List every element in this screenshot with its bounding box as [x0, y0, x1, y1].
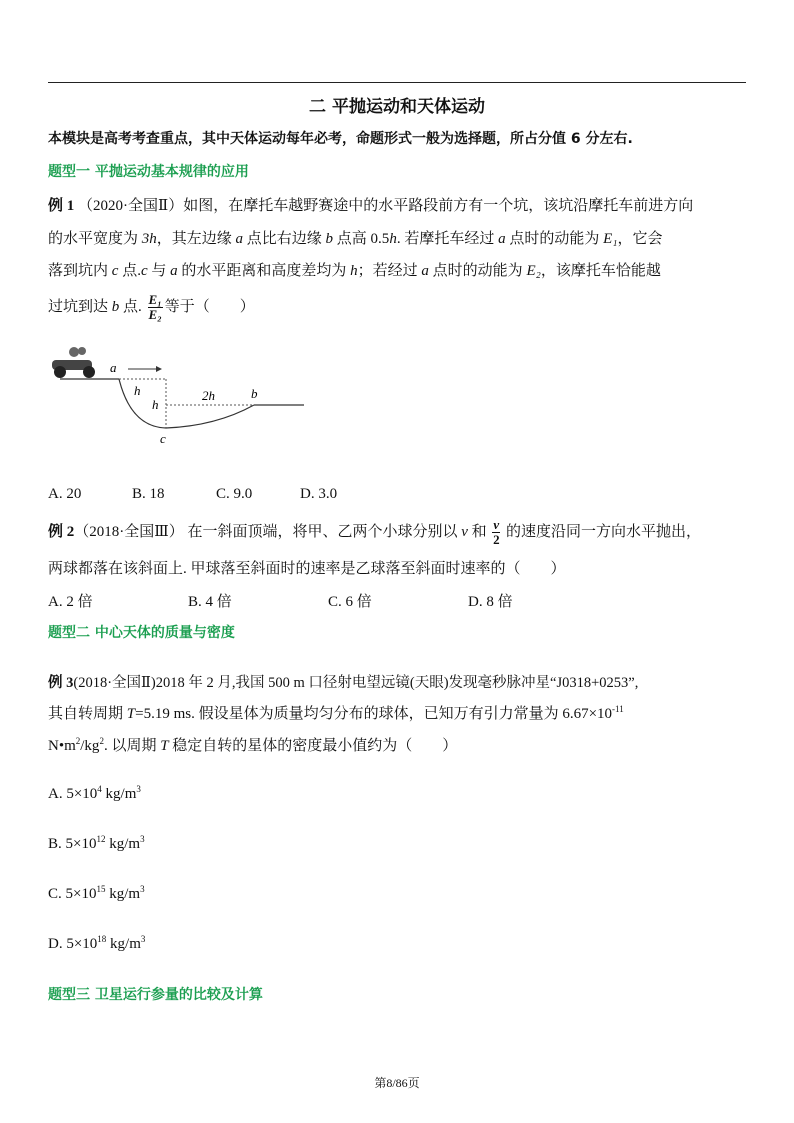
ex2-option-c: C. 6 倍 — [328, 594, 372, 610]
text: ，其左边缘 — [156, 231, 236, 247]
text: 与 — [147, 263, 171, 279]
text: a — [498, 231, 506, 247]
ex1-line1 — [48, 194, 693, 215]
label-c: c — [160, 431, 166, 446]
text: 的水平宽度为 — [48, 231, 142, 247]
ex1-option-a: A. 20 — [48, 486, 82, 502]
text: 点比右边缘 — [243, 231, 326, 247]
label-h2: h — [152, 397, 159, 412]
text: b — [111, 298, 120, 315]
ex3-label: 例 3 — [48, 675, 74, 691]
ex2-line2: 两球都落在该斜面上. 甲球落至斜面时的速率是乙球落至斜面时速率的（ ） — [48, 561, 566, 577]
text: . 若摩托车经过 — [396, 231, 499, 247]
ex3-option-d — [48, 934, 145, 953]
text: kg/m — [105, 836, 141, 852]
text: 点. — [118, 263, 141, 279]
numerator: v — [493, 517, 500, 532]
label-h1: h — [134, 383, 141, 398]
text: A. 5×10 — [48, 786, 98, 802]
label-b: b — [251, 386, 258, 401]
text: E₂ — [526, 263, 541, 279]
text: v — [461, 523, 468, 540]
ex2-label: 例 2 — [48, 523, 75, 540]
text: ；若经过 — [357, 263, 422, 279]
ex3-option-a — [48, 784, 141, 803]
text: （2020·全国Ⅱ）如图，在摩托车越野赛途中的水平路段前方有一个坑，该坑沿摩托车前进方向 — [78, 198, 694, 214]
text: 3 — [140, 884, 145, 894]
ex3-option-c — [48, 884, 145, 903]
text: E₁ — [603, 231, 618, 247]
text: 等于（ ） — [164, 298, 255, 315]
label-2h: 2h — [202, 388, 215, 403]
text: 12 — [96, 834, 106, 844]
text: B. 5×10 — [48, 836, 97, 852]
ex3-line2 — [48, 702, 624, 723]
ex3-line3 — [48, 734, 457, 755]
ex1-line4 — [48, 293, 255, 322]
text: ，它会 — [617, 231, 663, 247]
type1-heading: 题型一 平抛运动基本规律的应用 — [48, 164, 249, 180]
ex3-option-b — [48, 834, 145, 853]
page-number: 第8/86页 — [374, 1076, 420, 1090]
denominator: 2 — [493, 532, 500, 547]
intro-text: 本模块是高考考查重点，其中天体运动每年必考，命题形式一般为选择题，所占分值 6 分左右. — [48, 131, 633, 147]
ex3-line1 — [48, 671, 638, 692]
text: 3 — [140, 834, 145, 844]
text: 的速度沿同一方向水平抛出， — [502, 523, 701, 540]
text: a — [235, 231, 244, 247]
ex1-line3 — [48, 259, 661, 280]
text: ，该摩托车恰能越 — [540, 263, 661, 279]
fraction-v-2 — [492, 518, 500, 547]
text: 2 — [75, 736, 81, 746]
section-title: 二 平抛运动和天体运动 — [309, 97, 485, 117]
ex1-label: 例 1 — [48, 198, 75, 214]
text: a — [421, 263, 429, 279]
text: 3h — [141, 231, 157, 247]
text: 点时的动能为 — [428, 263, 527, 279]
text: D. 5×10 — [48, 936, 98, 952]
ex1-option-d: D. 3.0 — [300, 486, 338, 502]
ex1-option-b: B. 18 — [132, 486, 165, 502]
text: 其自转周期 — [48, 706, 127, 722]
text: 2 — [99, 736, 104, 746]
text: kg/m — [105, 886, 141, 902]
text: 和 — [467, 523, 491, 540]
text: 落到坑内 — [48, 263, 112, 279]
text: 4 — [97, 784, 102, 794]
text: T — [160, 738, 169, 754]
text: 稳定自转的星体的密度最小值约为（ ） — [168, 738, 458, 754]
text: C. 5×10 — [48, 886, 97, 902]
text: -11 — [612, 704, 624, 714]
numerator: E₁ — [148, 292, 162, 307]
text: T — [126, 706, 136, 722]
text: (2018·全国Ⅱ)2018 年 2 月,我国 500 m 口径射电望远镜(天眼)发现毫秒脉冲星“J0318+0253”, — [73, 675, 639, 691]
text: 点时的动能为 — [505, 231, 604, 247]
text: h — [389, 231, 397, 247]
text: 3 — [136, 784, 141, 794]
label-a: a — [110, 360, 117, 375]
text: N•m — [48, 738, 76, 754]
ex2-option-d: D. 8 倍 — [468, 594, 513, 610]
text: /kg — [80, 738, 100, 754]
denominator: E₂ — [148, 307, 162, 322]
header-rule — [48, 82, 746, 83]
ex1-option-c: C. 9.0 — [216, 486, 253, 502]
ex2-option-b: B. 4 倍 — [188, 594, 232, 610]
text: kg/m — [106, 936, 141, 952]
text: 点. — [119, 298, 146, 315]
fraction-e1-e2 — [148, 293, 163, 322]
type3-heading: 题型三 卫星运行参量的比较及计算 — [48, 987, 263, 1003]
ex1-line2 — [48, 227, 663, 248]
text: （2018·全国Ⅲ） 在一斜面顶端，将甲、乙两个小球分别以 — [74, 523, 462, 540]
ex2-line1 — [48, 518, 701, 547]
text: 3 — [140, 934, 146, 944]
text: b — [325, 231, 334, 247]
text: 过坑到达 — [48, 298, 112, 315]
text: kg/m — [101, 786, 137, 802]
text: 点高 0.5 — [333, 231, 390, 247]
type2-heading: 题型二 中心天体的质量与密度 — [48, 625, 235, 641]
ex2-option-a: A. 2 倍 — [48, 594, 93, 610]
text: c — [111, 263, 119, 279]
text: 15 — [96, 884, 106, 894]
text: =5.19 ms. 假设星体为质量均匀分布的球体，已知万有引力常量为 6.67×10 — [135, 706, 613, 722]
text: . 以周期 — [103, 738, 161, 754]
motorcycle-icon — [52, 347, 95, 378]
text: h — [350, 263, 358, 279]
text: a — [170, 263, 178, 279]
text: c — [140, 263, 148, 279]
pit-figure — [46, 342, 316, 447]
text: 18 — [97, 934, 107, 944]
text: 的水平距离和高度差均为 — [177, 263, 351, 279]
